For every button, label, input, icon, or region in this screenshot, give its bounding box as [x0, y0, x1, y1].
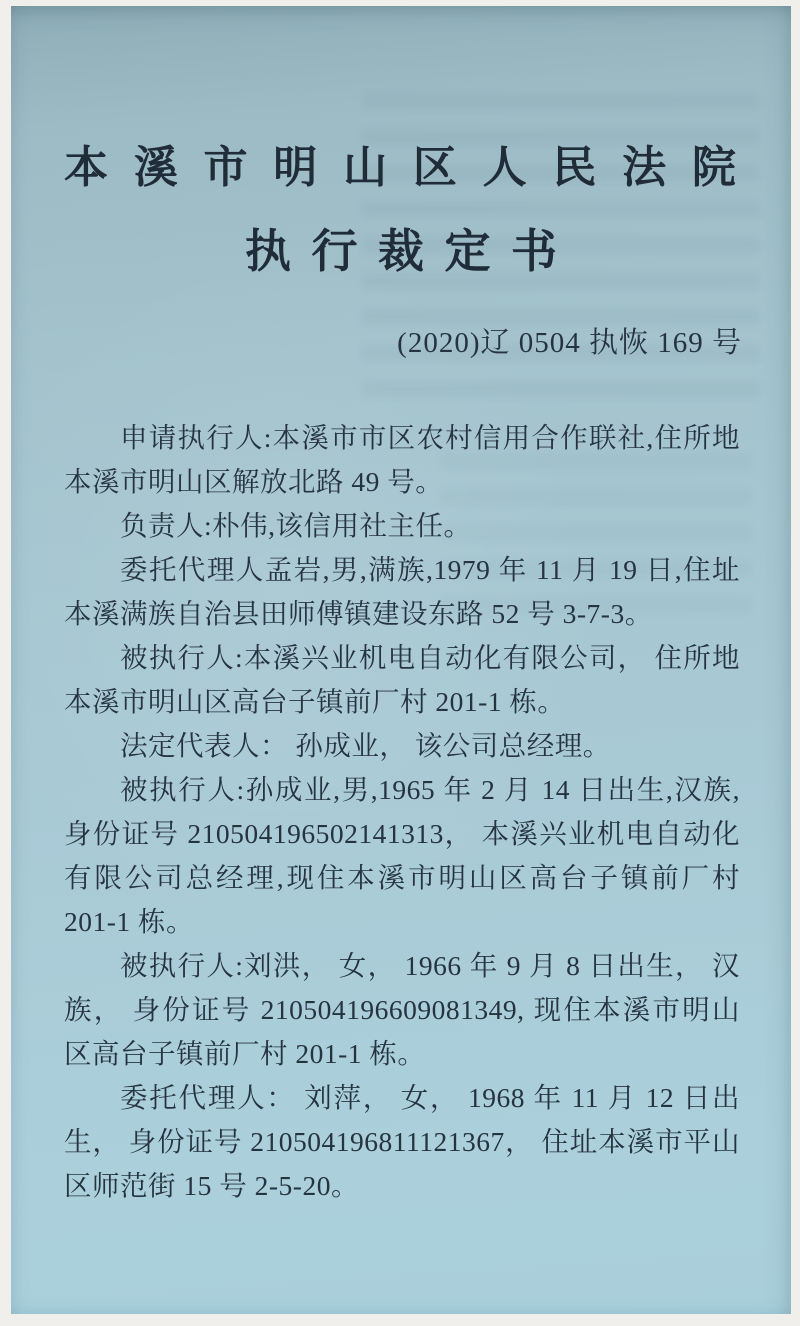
case-number: (2020)辽 0504 执恢 169 号 [397, 327, 742, 359]
document-page [11, 6, 791, 1314]
title-char: 书 [511, 226, 557, 277]
document-body [64, 416, 740, 1208]
paragraph-agent-liu-ping: 委托代理人： 刘萍， 女， 1968 年 11 月 12 日出生， 身份证号 210504196811121367， 住址本溪市平山区师范街 15 号 2-5-20。 [64, 1082, 740, 1201]
paragraph-legal-representative: 法定代表人： 孙成业， 该公司总经理。 [120, 730, 611, 761]
title-char: 明 [273, 143, 318, 192]
paragraph-agent-meng-yan: 委托代理人孟岩,男,满族,1979 年 11 月 19 日,住址本溪满族自治县田师傅镇建设东路 52 号 3-7-3。 [64, 554, 740, 629]
title-char: 人 [482, 143, 527, 192]
court-name-title [64, 140, 736, 196]
title-char: 本 [64, 143, 108, 192]
paragraph-respondent-sun-chengye: 被执行人:孙成业,男,1965 年 2 月 14 日出生,汉族,身份证号 210504196502141313， 本溪兴业机电自动化有限公司总经理,现住本溪市明山区高台子镇前厂村 201-1 栋。 [64, 774, 740, 937]
title-char: 民 [552, 143, 597, 192]
paragraph-person-in-charge: 负责人:朴伟,该信用社主任。 [120, 510, 472, 541]
paragraph-applicant: 申请执行人:本溪市市区农村信用合作联社,住所地本溪市明山区解放北路 49 号。 [64, 422, 740, 497]
title-char: 裁 [378, 226, 424, 277]
paragraph-respondent-liu-hong: 被执行人:刘洪， 女， 1966 年 9 月 8 日出生， 汉族， 身份证号 210504196609081349, 现住本溪市明山区高台子镇前厂村 201-1 栋。 [64, 950, 740, 1069]
title-char: 院 [691, 143, 736, 192]
title-char: 执 [245, 226, 291, 277]
title-char: 区 [412, 143, 457, 192]
title-char: 行 [311, 226, 358, 277]
paragraph-respondent-company: 被执行人:本溪兴业机电自动化有限公司， 住所地本溪市明山区高台子镇前厂村 201-1 栋。 [64, 642, 740, 717]
title-char: 山 [343, 143, 388, 192]
title-char: 法 [622, 143, 667, 192]
title-char: 溪 [133, 143, 178, 192]
document-type-title [245, 224, 557, 280]
title-char: 市 [203, 143, 248, 192]
title-char: 定 [444, 226, 491, 277]
